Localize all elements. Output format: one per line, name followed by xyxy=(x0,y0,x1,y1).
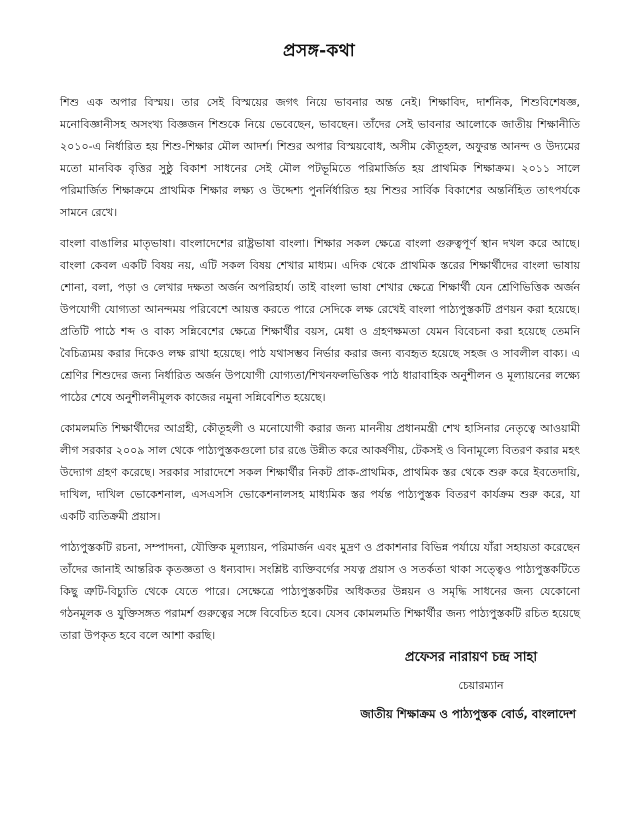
signatory-role: চেয়ারম্যান xyxy=(458,679,504,692)
paragraph-government-initiative: কোমলমতি শিক্ষার্থীদের আগ্রহী, কৌতূহলী ও মনোযোগী করার জন্য মাননীয় প্রধানমন্ত্রী শেখ হাসিনার নেতৃত্বে আওয়ামী লীগ সরকার ২০০৯ সাল থেকে পাঠ্যপুস্তকগুলো চার রঙে উন্নীত করে আকর্ষণীয়, টেকসই ও বিনামূল্যে বিতরণ করার মহৎ উদ্যোগ গ্রহণ করেছে। সরকার সারাদেশে সকল শিক্ষার্থীর নিকট প্রাক-প্রাথমিক, প্রাথমিক স্তর থেকে শুরু করে ইবতেদায়ি, দাখিল, দাখিল ভোকেশনাল, এসএসসি ভোকেশনালসহ মাধ্যমিক স্তর পর্যন্ত পাঠ্যপুস্তক বিতরণ কার্যক্রম শুরু করে, যা একটি ব্যতিক্রমী প্রয়াস। xyxy=(60,422,580,523)
paragraph-bangla-language: বাংলা বাঙালির মাতৃভাষা। বাংলাদেশের রাষ্ট্রভাষা বাংলা। শিক্ষার সকল ক্ষেত্রে বাংলা গুরুত্বপূর্ণ স্থান দখল করে আছে। বাংলা কেবল একটি বিষয় নয়, এটি সকল বিষয় শেখার মাধ্যম। এদিক থেকে প্রাথমিক স্তরের শিক্ষার্থীদের বাংলা ভাষায় শোনা, বলা, পড়া ও লেখার দক্ষতা অর্জন অপরিহার্য। তাই বাংলা ভাষা শেখার ক্ষেত্রে শিক্ষার্থী যেন শ্রেণিভিত্তিক অর্জন উপযোগী যোগ্যতা আনন্দময় পরিবেশে আয়ত্ত করতে পারে সেদিকে লক্ষ রেখেই বাংলা পাঠ্যপুস্তকটি প্রণয়ন করা হয়েছে। প্রতিটি পাঠে শব্দ ও বাক্য সন্নিবেশের ক্ষেত্রে শিক্ষার্থীর বয়স, মেধা ও গ্রহণক্ষমতা যেমন বিবেচনা করা হয়েছে তেমনি বৈচিত্র্যময় করার দিকেও লক্ষ রাখা হয়েছে। পাঠ যথাসম্ভব নির্ভার করার জন্য ব্যবহৃত হয়েছে সহজ ও সাবলীল বাক্য। এ শ্রেণির শিশুদের জন্য নির্ধারিত অর্জন উপযোগী যোগ্যতা/শিখনফলভিত্তিক পাঠ ধারাবাহিক অনুশীলন ও মূল্যায়নের লক্ষ্যে পাঠের শেষে অনুশীলনীমূলক কাজের নমুনা সন্নিবেশিত হয়েছে। xyxy=(60,237,580,404)
signatory-name: প্রফেসর নারায়ণ চন্দ্র সাহা xyxy=(404,650,538,665)
paragraph-acknowledgement: পাঠ্যপুস্তকটি রচনা, সম্পাদনা, যৌক্তিক মূল্যায়ন, পরিমার্জন এবং মুদ্রণ ও প্রকাশনার বিভিন্ন পর্যায়ে যাঁরা সহায়তা করেছেন তাঁদের জানাই আন্তরিক কৃতজ্ঞতা ও ধন্যবাদ। সংশ্লিষ্ট ব্যক্তিবর্গের সযত্ন প্রয়াস ও সতর্কতা থাকা সত্ত্বেও পাঠ্যপুস্তকটিতে কিছু ত্রুটি-বিচ্যুতি থেকে যেতে পারে। সেক্ষেত্রে পাঠ্যপুস্তকটির অধিকতর উন্নয়ন ও সমৃদ্ধি সাধনের জন্য যেকোনো গঠনমূলক ও যুক্তিসঙ্গত পরামর্শ গুরুত্বের সঙ্গে বিবেচিত হবে। যেসব কোমলমতি শিক্ষার্থীর জন্য পাঠ্যপুস্তকটি রচিত হয়েছে তারা উপকৃত হবে বলে আশা করছি। xyxy=(60,541,580,642)
page-title: প্রসঙ্গ-কথা xyxy=(283,41,355,61)
signatory-organization: জাতীয় শিক্ষাক্রম ও পাঠ্যপুস্তক বোর্ড, বাংলাদেশ xyxy=(360,707,576,721)
body-text xyxy=(60,92,580,656)
signature-block xyxy=(326,648,576,725)
paragraph-intro: শিশু এক অপার বিস্ময়। তার সেই বিস্ময়ের জগৎ নিয়ে ভাবনার অন্ত নেই। শিক্ষাবিদ, দার্শনিক, শিশুবিশেষজ্ঞ, মনোবিজ্ঞানীসহ অসংখ্য বিজ্ঞজন শিশুকে নিয়ে ভেবেছেন, ভাবছেন। তাঁদের সেই ভাবনার আলোকে জাতীয় শিক্ষানীতি ২০১০-এ নির্ধারিত হয় শিশু-শিক্ষার মৌল আদর্শ। শিশুর অপার বিস্ময়বোধ, অসীম কৌতূহল, অফুরন্ত আনন্দ ও উদ্যমের মতো মানবিক বৃত্তির সুষ্ঠু বিকাশ সাধনের সেই মৌল পটভূমিতে পরিমার্জিত হয় প্রাথমিক শিক্ষাক্রম। ২০১১ সালে পরিমার্জিত শিক্ষাক্রমে প্রাথমিক শিক্ষার লক্ষ্য ও উদ্দেশ্য পুনর্নির্ধারিত হয় শিশুর সার্বিক বিকাশের অন্তর্নিহিত তাৎপর্যকে সামনে রেখে। xyxy=(60,96,580,219)
